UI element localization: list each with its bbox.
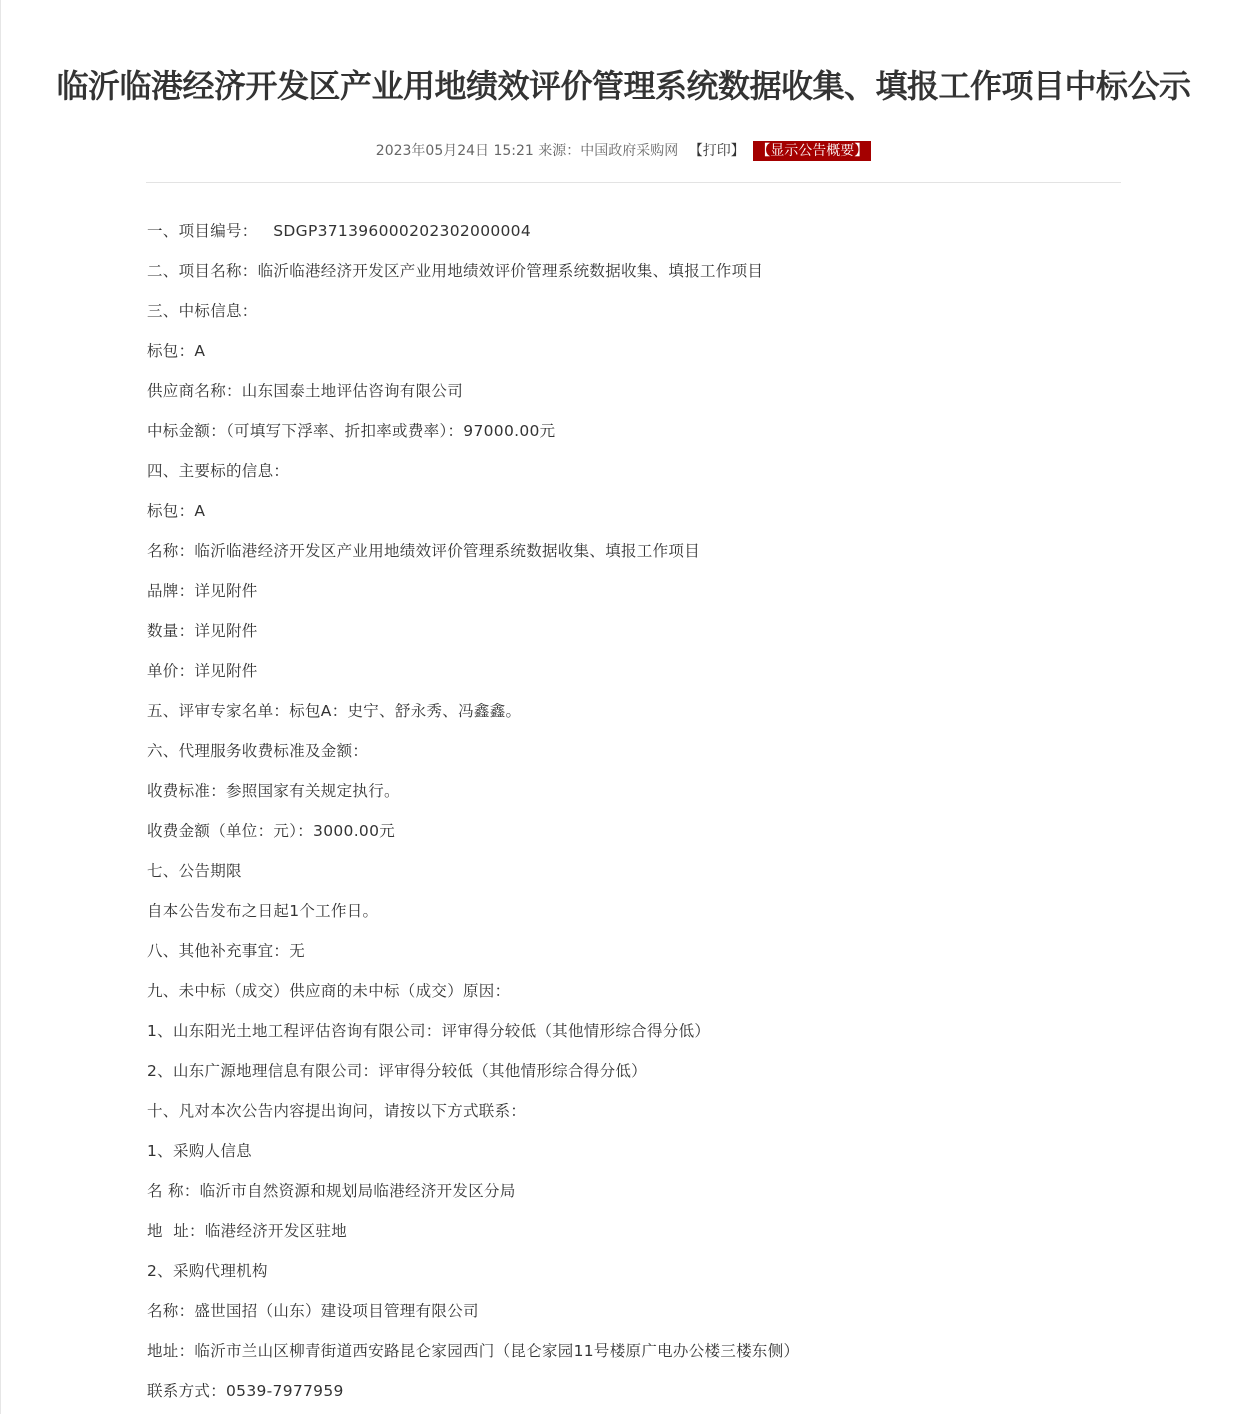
body-line: 一、项目编号： SDGP371396000202302000004 (147, 222, 532, 240)
body-line: 九、未中标（成交）供应商的未中标（成交）原因： (147, 982, 511, 1000)
body-line: 收费标准：参照国家有关规定执行。 (147, 782, 400, 800)
body-line: 地址：临沂市兰山区柳青街道西安路昆仑家园西门（昆仑家园11号楼原广电办公楼三楼东侧） (147, 1342, 800, 1360)
body-line: 十、凡对本次公告内容提出询问，请按以下方式联系： (147, 1102, 527, 1120)
body-line: 名称：临沂临港经济开发区产业用地绩效评价管理系统数据收集、填报工作项目 (147, 542, 701, 560)
body-line: 联系方式：0539-7977959 (147, 1382, 344, 1400)
body-line: 供应商名称：山东国泰土地评估咨询有限公司 (147, 382, 464, 400)
body-line: 2、采购代理机构 (147, 1262, 268, 1280)
show-summary-button[interactable]: 【显示公告概要】 (753, 141, 871, 161)
body-line: 六、代理服务收费标准及金额： (147, 742, 369, 760)
body-line: 自本公告发布之日起1个工作日。 (147, 902, 379, 920)
body-line: 名称：盛世国招（山东）建设项目管理有限公司 (147, 1302, 479, 1320)
article-body (147, 218, 1122, 1418)
body-line: 三、中标信息： (147, 302, 258, 320)
page-title: 临沂临港经济开发区产业用地绩效评价管理系统数据收集、填报工作项目中标公示 (56, 67, 1191, 105)
body-line: 数量：详见附件 (147, 622, 258, 640)
body-line: 2、山东广源地理信息有限公司：评审得分较低（其他情形综合得分低） (147, 1062, 647, 1080)
publish-info: 2023年05月24日 15:21 来源：中国政府采购网 (375, 143, 679, 159)
body-line: 五、评审专家名单：标包A：史宁、舒永秀、冯鑫鑫。 (147, 702, 522, 720)
body-line: 中标金额：（可填写下浮率、折扣率或费率）：97000.00元 (147, 422, 556, 440)
body-line: 标包：A (147, 502, 206, 520)
body-line: 二、项目名称：临沂临港经济开发区产业用地绩效评价管理系统数据收集、填报工作项目 (147, 262, 764, 280)
header-divider (146, 182, 1121, 183)
body-line: 八、其他补充事宜：无 (147, 942, 306, 960)
body-line: 1、山东阳光土地工程评估咨询有限公司：评审得分较低（其他情形综合得分低） (147, 1022, 711, 1040)
body-line: 四、主要标的信息： (147, 462, 290, 480)
article-meta (1, 140, 1245, 162)
body-line: 名 称：临沂市自然资源和规划局临港经济开发区分局 (147, 1182, 516, 1200)
body-line: 地 址：临港经济开发区驻地 (147, 1222, 348, 1240)
body-line: 品牌：详见附件 (147, 582, 258, 600)
print-link[interactable]: 【打印】 (688, 143, 745, 159)
body-line: 单价：详见附件 (147, 662, 258, 680)
body-line: 标包：A (147, 342, 206, 360)
body-line: 1、采购人信息 (147, 1142, 252, 1160)
body-line: 七、公告期限 (147, 862, 242, 880)
body-line: 收费金额（单位：元）：3000.00元 (147, 822, 396, 840)
